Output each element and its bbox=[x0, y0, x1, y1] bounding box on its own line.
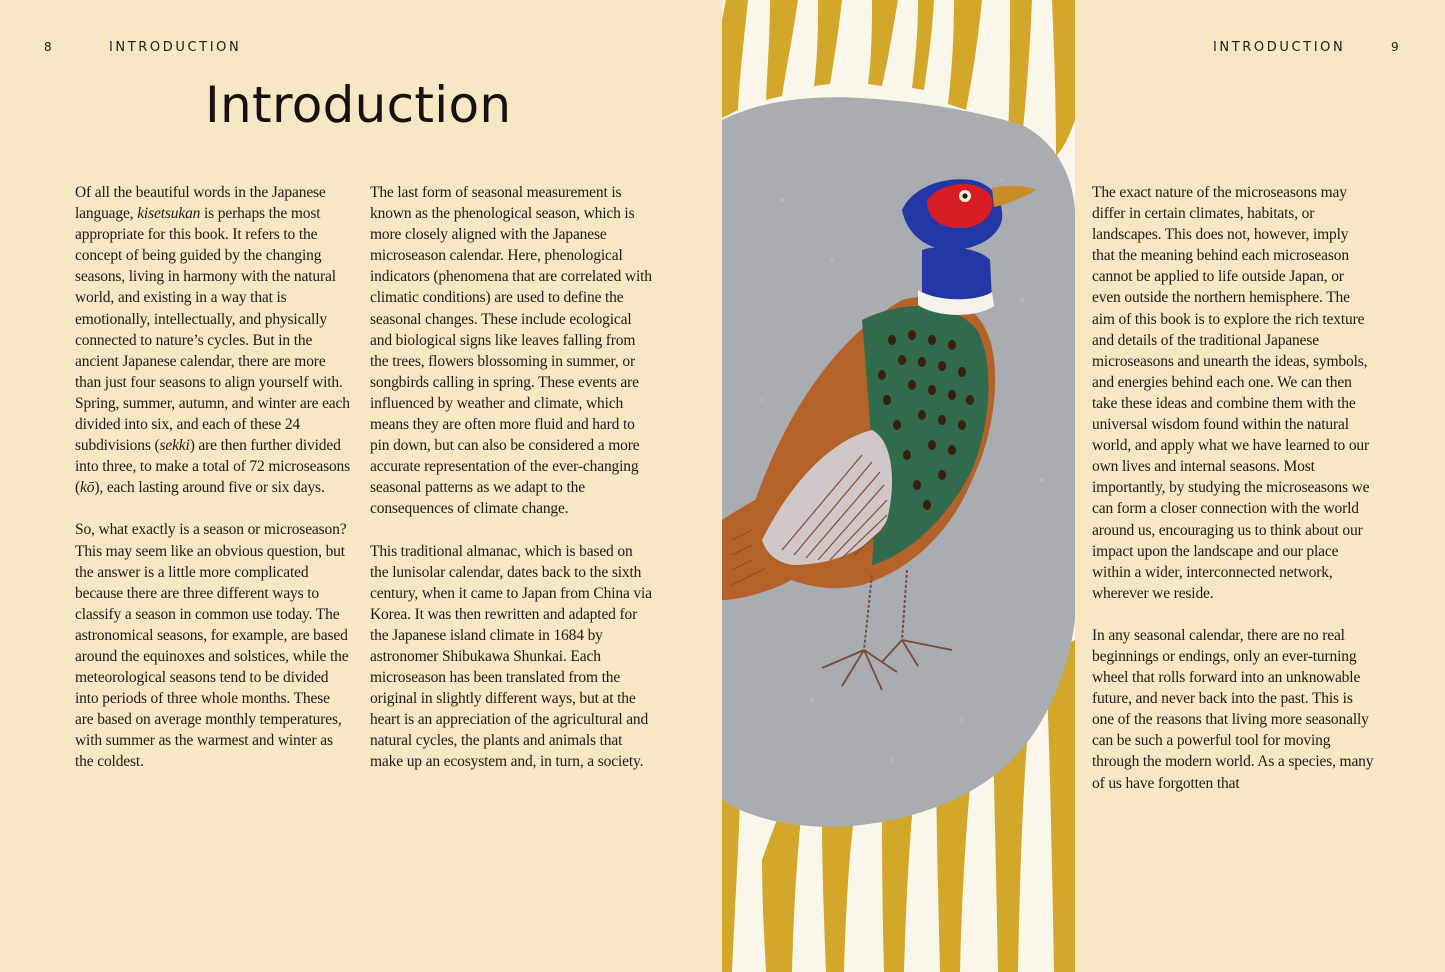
right-page bbox=[1075, 0, 1445, 972]
pheasant-illustration bbox=[722, 0, 1075, 972]
paragraph-text: ) are then further divided into three, to make a total of 72 microseasons ( bbox=[75, 437, 351, 497]
italic-term: kō bbox=[80, 479, 95, 497]
text-column-2 bbox=[370, 182, 652, 773]
left-page bbox=[0, 0, 722, 972]
text-column-3 bbox=[1092, 182, 1374, 794]
running-head-left: INTRODUCTION bbox=[109, 40, 242, 55]
page-number-left: 8 bbox=[44, 40, 53, 54]
illustration-canvas bbox=[722, 0, 1075, 972]
body-paragraph bbox=[75, 182, 351, 498]
body-paragraph: The exact nature of the microseasons may differ in certain climates, habitats, or landscapes. This does not, however, imply that the meaning behind each microseason cannot be applied to life outside Japan, or even outside the northern hemisphere. The aim of this book is to explore the rich texture and details of the traditional Japanese microseasons and unearth the ideas, symbols, and energies behind each one. We can then take these ideas and combine them with the universal wisdom found within the natural world, and apply what we have learned to our own lives and internal seasons. Most importantly, by studying the microseasons we can form a closer connection with the world around us, encouraging us to think about our impact upon the landscape and our place within a wider, interconnected network, wherever we reside. bbox=[1092, 184, 1370, 602]
italic-term: kisetsukan bbox=[137, 205, 201, 223]
paragraph-text: is perhaps the most appropriate for this book. It refers to the concept of being guided by the changing seasons, living in harmony with the natural world, and existing in a way that is emotionally, intellectually, and physically connected to nature’s cycles. But in the ancient Japanese calendar, there are more than just four seasons to align yourself with. Spring, summer, autumn, and winter are each divided into six, and each of these 24 subdivisions ( bbox=[75, 205, 350, 455]
body-paragraph: The last form of seasonal measurement is known as the phenological season, which is more closely aligned with the Japanese microseason calendar. Here, phenological indicators (phenomena that are correlated with climatic conditions) are used to define the seasonal changes. These include ecological and biological signs like leaves falling from the trees, flowers blossoming in summer, or songbirds calling in spring. These events are influenced by weather and climate, which means they are often more fluid and hard to pin down, but can also be considered a more accurate representation of the ever-changing seasonal patterns as we adapt to the consequences of climate change. bbox=[370, 184, 652, 518]
italic-term: sekki bbox=[159, 437, 190, 455]
body-paragraph: This traditional almanac, which is based on the lunisolar calendar, dates back to the sixth century, when it came to Japan from China via Korea. It was then rewritten and adapted for the Japanese island climate in 1684 by astronomer Shibukawa Shunkai. Each microseason has been translated from the original in slightly different ways, but at the heart is an appreciation of the agricultural and natural cycles, the plants and animals that make up an ecosystem and, in turn, a society. bbox=[370, 542, 652, 771]
chapter-title: Introduction bbox=[205, 76, 512, 134]
paragraph-text: Of all the beautiful words in the Japanese language, bbox=[75, 184, 326, 223]
running-head-right: INTRODUCTION bbox=[1213, 40, 1346, 55]
paragraph-text: ), each lasting around five or six days. bbox=[94, 479, 325, 497]
body-paragraph: So, what exactly is a season or microseason? This may seem like an obvious question, but the answer is a little more complicated because there are three different ways to classify a season in common use today. The astronomical seasons, for example, are based around the equinoxes and solstices, while the meteorological seasons tend to be divided into periods of three whole months. These are based on average monthly temperatures, with summer as the warmest and winter as the coldest. bbox=[75, 521, 349, 771]
page-number-right: 9 bbox=[1391, 40, 1400, 54]
body-paragraph: In any seasonal calendar, there are no real beginnings or endings, only an ever-turning wheel that rolls forward into an unknowable future, and never back into the past. This is one of the reasons that living more seasonally can be such a powerful tool for moving through the modern world. As a species, many of us have forgotten that bbox=[1092, 626, 1374, 792]
text-column-1 bbox=[75, 182, 351, 773]
